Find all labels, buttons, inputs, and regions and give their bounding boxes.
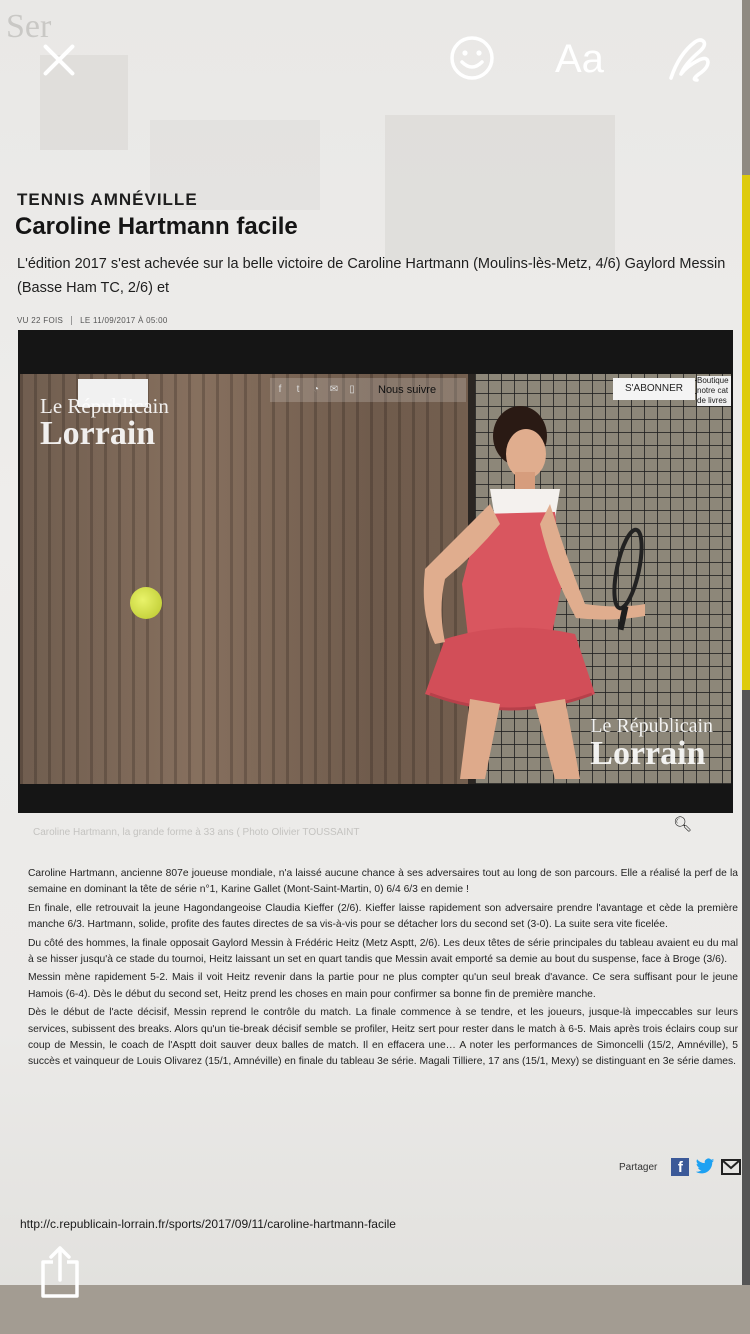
table-surface	[0, 1285, 750, 1334]
logo-line-2: Lorrain	[40, 415, 156, 452]
article-paragraph: En finale, elle retrouvait la jeune Hagondangeoise Claudia Kieffer (2/6). Kieffer laisse rapidement son adversaire prendre l'avantage et cède la première manche 6/3. Hartmann, solide, profite des fautes directes de sa vis-à-vis pour se détacher lors du second set (3-0). La suite sera vite ficelée.	[28, 902, 738, 931]
text-tool-button[interactable]: Aa	[555, 37, 604, 81]
zoom-icon[interactable]: 🔍︎	[673, 816, 693, 833]
article-kicker: TENNIS AMNÉVILLE	[17, 190, 198, 209]
background-ghost-text: Ser	[6, 8, 52, 45]
share-bar	[619, 1158, 741, 1176]
article-headline: Caroline Hartmann facile	[15, 213, 298, 240]
background-ghost-image	[385, 115, 615, 260]
article-paragraph: Caroline Hartmann, ancienne 807e joueuse mondiale, n'a laissé aucune chance à ses adversaires tout au long de son parcours. Elle a réalisé la perf de la semaine en dominant la tête de série n°1, Karine Gallet (Mont-Saint-Martin, 0) 6/4 6/3 en demie !	[28, 868, 738, 896]
logo-line-1: Le Républicain	[590, 715, 713, 737]
follow-label[interactable]: Nous suivre	[378, 384, 437, 396]
share-label: Partager	[619, 1161, 658, 1173]
newspaper-logo-top	[40, 394, 169, 452]
logo-line-1: Le Républicain	[40, 394, 169, 418]
tennis-ball	[130, 587, 162, 619]
article-paragraph: Messin mène rapidement 5-2. Mais il voit Heitz revenir dans la partie pour ne plus compter qu'un seul break d'avance. Ce sera suffisant pour le jeune Hamois (6-4). Dès le début du second set, Heitz prend les choses en main pour confirmer sa bonne fin de première manche.	[28, 972, 738, 1000]
close-icon[interactable]	[40, 41, 78, 79]
logo-line-2: Lorrain	[590, 735, 706, 772]
article-photo[interactable]	[20, 374, 731, 784]
article-lede: L'édition 2017 s'est achevée sur la belle victoire de Caroline Hartmann (Moulins-lès-Metz, 4/6) Gaylord Messin (Basse Ham TC, 2/6) et	[17, 256, 726, 296]
view-count: VU 22 FOIS	[17, 316, 64, 325]
twitter-share-icon[interactable]	[695, 1158, 715, 1176]
rss-icon[interactable]: ◔	[312, 384, 320, 395]
pen-icon[interactable]	[665, 34, 717, 86]
facebook-share-icon[interactable]: f	[671, 1158, 689, 1176]
newspaper-logo-bottom	[590, 715, 713, 770]
photo-caption: Caroline Hartmann, la grande forme à 33 ans ( Photo Olivier TOUSSAINT	[33, 827, 360, 838]
article-photo-frame	[18, 330, 733, 813]
article-body	[28, 866, 738, 1073]
smiley-icon[interactable]	[449, 35, 495, 81]
shop-link[interactable]: Boutique notre cat de livres	[697, 376, 731, 406]
twitter-icon[interactable]: t	[296, 384, 300, 395]
mail-icon[interactable]: ✉	[329, 384, 339, 395]
article-paragraph: Du côté des hommes, la finale opposait Gaylord Messin à Frédéric Heitz (Metz Asptt, 2/6). Les deux têtes de série principales du tableau avaient eu du mal à se hisser jusqu'à ce stade du tournoi, Heitz laissant un set en quart tandis que Messin avait emporté sa demie au bout du suspense, face à Broge (3/6).	[28, 937, 738, 966]
article-url: http://c.republicain-lorrain.fr/sports/2017/09/11/caroline-hartmann-facile	[20, 1217, 396, 1231]
facebook-icon[interactable]: f	[278, 384, 282, 395]
publish-date: LE 11/09/2017 À 05:00	[80, 316, 168, 325]
page-edge	[742, 175, 750, 695]
share-icon[interactable]	[37, 1244, 83, 1300]
subscribe-button[interactable]: S'ABONNER	[613, 378, 695, 400]
meta-divider	[71, 316, 72, 325]
article-meta	[17, 316, 168, 325]
page-edge	[742, 690, 750, 1290]
article-paragraph: Dès le début de l'acte décisif, Messin reprend le contrôle du match. La finale commence à se tendre, et les joueurs, jusque-là impeccables sur leurs services, subissent des breaks. Alors qu'un tie-break décisif semble se profiler, Heitz sert pour rester dans le match à 6-5. Mais après trois éclairs coup sur coup de Messin, le coach de l'Asptt doit sauver deux balles de match. Il en effacera une… A noter les performances de Simoncelli (15/2, Amnéville), 5 succès et vainqueur de Louis Olivarez (15/1, Amnéville) en finale du tableau 3e série. Magali Tilliere, 17 ans (15/1, Mexy) se distinguant en 3e série dames.	[28, 1007, 738, 1068]
mobile-icon[interactable]: ▯	[349, 384, 355, 395]
email-share-icon[interactable]	[721, 1159, 741, 1175]
